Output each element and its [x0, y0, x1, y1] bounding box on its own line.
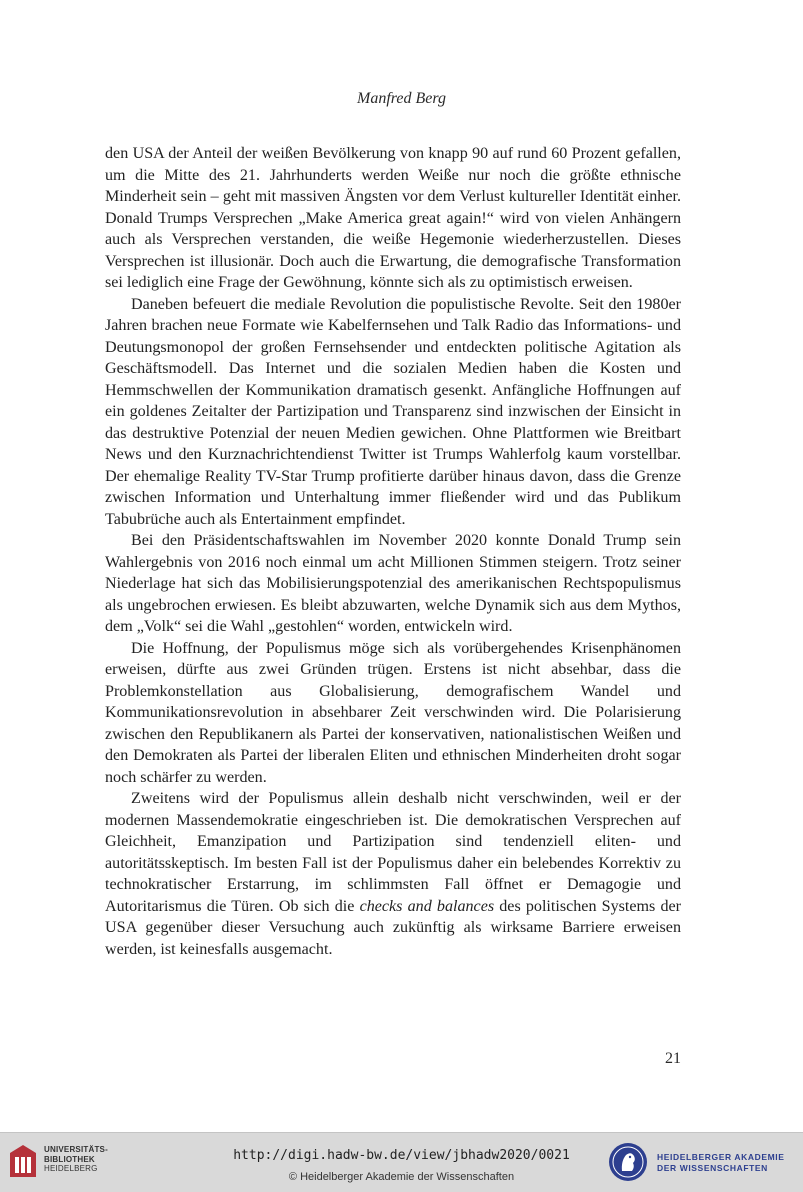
paragraph-text: den USA der Anteil der weißen Bevölkerung von knapp 90 auf rund 60 Prozent gefallen, um die Mitte des 21. Jahrhunderts werden Weiße nur noch die größte ethnische Minderheit sein – geht mit massiven Ängsten vor dem Verlust kultureller Identität einher. Donald Trumps Versprechen „Make America great again!“ wird von vielen Anhängern auch als Versprechen verstanden, die weiße Hegemonie wiederherzustellen. Dieses Versprechen ist illusionär. Doch auch die Erwartung, die demografische Transformation sei lediglich eine Frage der Gewöhnung, könnte sich als zu optimistisch erweisen. — [105, 145, 681, 291]
page-number: 21 — [665, 1050, 681, 1067]
copyright-notice: © Heidelberger Akademie der Wissenschaften — [288, 1171, 515, 1183]
paragraph-text: Bei den Präsidentschaftswahlen im November 2020 konnte Donald Trump sein Wahlergebnis von 2016 noch einmal um acht Millionen Stimmen steigern. Trotz seiner Niederlage hat sich das Mobilisierungspotenzial des amerikanischen Rechtspopulismus als ungebrochen erwiesen. Es bleibt abzuwarten, welche Dynamik sich aus dem Mythos, dem „Volk“ sei die Wahl „gestohlen“ worden, entwickeln wird. — [105, 532, 681, 635]
logo-line: BIBLIOTHEK — [44, 1154, 95, 1164]
viewer-footer — [0, 1132, 803, 1192]
paragraph — [105, 788, 681, 960]
paragraph-text: des politischen Systems der USA gegenüber dieser Versuchung auch zukünftig als wirksame Barriere erweisen werden, ist keinesfalls ausgemacht. — [105, 897, 682, 958]
italic-phrase: checks and balances — [359, 897, 495, 915]
paragraph-text: Die Hoffnung, der Populismus möge sich als vorübergehendes Krisenphänomen erweisen, dürfte aus zwei Gründen trügen. Erstens ist nicht absehbar, dass die Problemkonstellation aus Globalisierung, demografischem Wandel und Kommunikationsrevolution in absehbarer Zeit verschwinden wird. Die Polarisierung zwischen den Republikanern als Partei der konservativen, nationalistischen Weißen und den Demokraten als Partei der liberalen Eliten und ethnischen Minderheiten droht sogar noch schärfer zu werden. — [105, 639, 681, 786]
academy-seal-icon — [607, 1141, 649, 1183]
running-head: Manfred Berg — [356, 90, 446, 107]
body-text — [105, 143, 681, 960]
logo-line: DER WISSENSCHAFTEN — [657, 1163, 768, 1173]
paragraph — [105, 638, 681, 789]
permalink-url[interactable]: http://digi.hadw-bw.de/view/jbhadw2020/0021 — [233, 1148, 570, 1163]
academy-wordmark — [657, 1152, 785, 1174]
paragraph-text: Zweitens wird der Populismus allein deshalb nicht verschwinden, weil er der modernen Massendemokratie eingeschrieben ist. Die demokratischen Versprechen auf Gleichheit, Emanzipation und Partizipation sind tendenziell eliten- und autoritätsskeptisch. Im besten Fall ist der Populismus daher ein belebendes Korrektiv zu technokratischer Erstarrung, im schlimmsten Fall öffnet er Demagogie und Autoritarismus die Türen. Ob sich die — [105, 790, 681, 915]
paragraph — [105, 294, 681, 531]
paragraph — [105, 143, 681, 294]
logo-line: HEIDELBERGER AKADEMIE — [657, 1152, 785, 1162]
logo-line: UNIVERSITÄTS- — [44, 1145, 108, 1154]
academy-logo[interactable] — [607, 1141, 797, 1183]
paragraph-text: Daneben befeuert die mediale Revolution die populistische Revolte. Seit den 1980er Jahren brachen neue Formate wie Kabelfernsehen und Talk Radio das Informations- und Deutungsmonopol der großen Fernsehsender und entdeckten politische Agitation als Geschäftsmodell. Das Internet und die sozialen Medien haben die Kosten und Hemmschwellen der Kommunikation dramatisch gesenkt. Anfängliche Hoffnungen auf ein goldenes Zeitalter der Partizipation und Transparenz sind inzwischen der Einsicht in das destruktive Potenzial der neuen Medien gewichen. Ohne Plattformen wie Breitbart News und den Kurznachrichtendienst Twitter ist Trumps Wahlerfolg kaum vorstellbar. Der ehemalige Reality TV-Star Trump profitierte darüber hinaus davon, dass die Grenze zwischen Information und Unterhaltung immer fließender wird und das Publikum Tabubrüche auch als Entertainment empfindet. — [105, 295, 681, 528]
paragraph — [105, 530, 681, 638]
logo-line: HEIDELBERG — [44, 1164, 98, 1173]
